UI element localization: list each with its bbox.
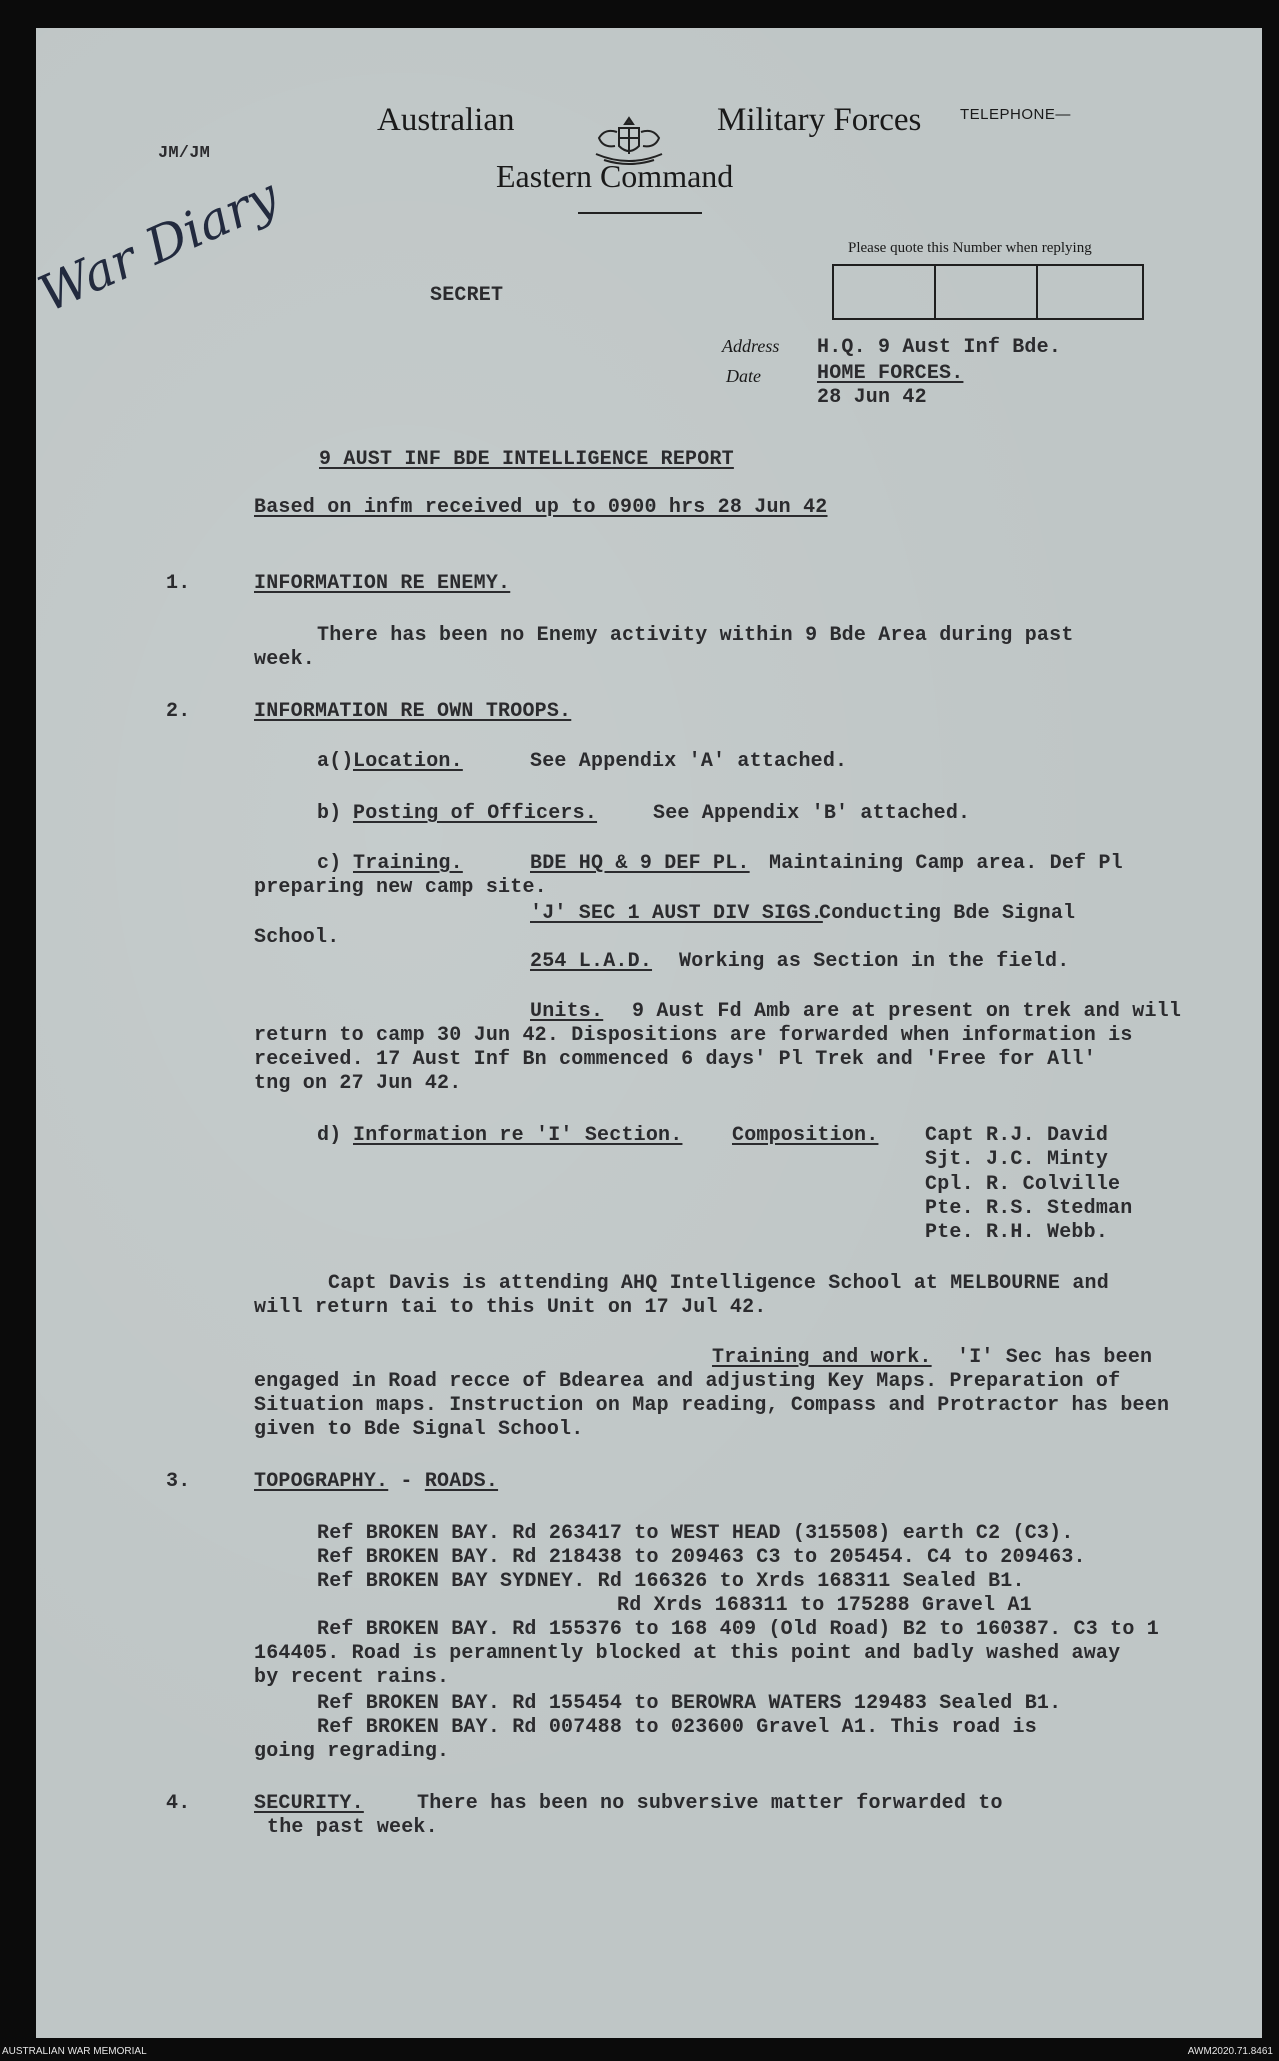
training-text: preparing new camp site. [254,876,547,899]
davis-text: will return tai to this Unit on 17 Jul 42. [254,1296,767,1319]
section-number: 3. [166,1470,191,1493]
address-label: Address [722,336,780,356]
letterhead-rule [578,212,702,214]
address-line-1: H.Q. 9 Aust Inf Bde. [817,336,1062,359]
security-text: the past week. [267,1816,438,1839]
road-line: Ref BROKEN BAY. Rd 007488 to 023600 Gravel A1. This road is [317,1716,1037,1739]
reference-number-cell-divider [934,266,936,318]
item-c-label: Training. [353,852,463,875]
road-line: Ref BROKEN BAY. Rd 155454 to BEROWRA WATERS 129483 Sealed B1. [317,1692,1062,1715]
report-title: 9 AUST INF BDE INTELLIGENCE REPORT [319,448,734,471]
section-heading-security: SECURITY. [254,1792,364,1815]
reference-instruction: Please quote this Number when replying [848,240,1092,256]
item-a-label: Location. [353,750,463,773]
training-text: School. [254,926,340,949]
item-a-prefix: a() [317,750,354,773]
report-date: 28 Jun 42 [817,386,927,409]
davis-text: Capt Davis is attending AHQ Intelligence School at MELBOURNE and [328,1272,1109,1295]
training-work-text: Situation maps. Instruction on Map reading, Compass and Protractor has been [254,1394,1170,1417]
item-d-label: Information re 'I' Section. [353,1124,683,1147]
training-unit: 'J' SEC 1 AUST DIV SIGS. [530,902,823,925]
training-work-text: engaged in Road recce of Bdearea and adjusting Key Maps. Preparation of [254,1370,1121,1393]
road-line: Ref BROKEN BAY. Rd 155376 to 168 409 (Old Road) B2 to 160387. C3 to 1 [317,1618,1159,1641]
heading-separator: - [388,1470,425,1493]
item-c-prefix: c) [317,852,342,875]
section-heading-enemy: INFORMATION RE ENEMY. [254,572,511,595]
security-text: There has been no subversive matter forwarded to [417,1792,1003,1815]
training-unit: 254 L.A.D. [530,950,653,973]
letterhead-subtitle: Eastern Command [496,158,734,194]
section-1-text: week. [254,648,316,671]
handwritten-annotation: War Diary [30,166,287,324]
units-label: Units. [530,1000,604,1023]
item-d-prefix: d) [317,1124,342,1147]
composition-member: Pte. R.S. Stedman [925,1197,1133,1220]
composition-member: Cpl. R. Colville [925,1173,1121,1196]
section-1-text: There has been no Enemy activity within 9 Bde Area during past [317,624,1074,647]
section-heading-topography [254,1470,498,1493]
reference-number-box [832,264,1144,320]
training-work-label: Training and work. [712,1346,932,1369]
footer-accession-number: AWM2020.71.8461 [1187,2046,1273,2057]
training-text: Maintaining Camp area. Def Pl [769,852,1123,875]
road-line: going regrading. [254,1740,450,1763]
address-line-2: HOME FORCES. [817,362,964,385]
training-text: Working as Section in the field. [679,950,1070,973]
footer-source: AUSTRALIAN WAR MEMORIAL [2,2046,147,2057]
section-heading-own-troops: INFORMATION RE OWN TROOPS. [254,700,572,723]
reference-number-cell-divider [1036,266,1038,318]
road-line: Rd Xrds 168311 to 175288 Gravel A1 [617,1594,1032,1617]
units-text: 9 Aust Fd Amb are at present on trek and will [632,1000,1182,1023]
letterhead-title-right: Military Forces [717,102,922,138]
composition-member: Pte. R.H. Webb. [925,1221,1109,1244]
telephone-label: TELEPHONE— [960,106,1071,123]
road-line: Ref BROKEN BAY. Rd 218438 to 209463 C3 to 205454. C4 to 209463. [317,1546,1086,1569]
road-line: by recent rains. [254,1666,450,1689]
road-line: Ref BROKEN BAY. Rd 263417 to WEST HEAD (315508) earth C2 (C3). [317,1522,1074,1545]
item-b-prefix: b) [317,802,342,825]
report-subtitle: Based on infm received up to 0900 hrs 28 Jun 42 [254,496,828,519]
training-work-text: 'I' Sec has been [957,1346,1153,1369]
section-number: 4. [166,1792,191,1815]
road-line: 164405. Road is peramnently blocked at this point and badly washed away [254,1642,1121,1665]
item-b-label: Posting of Officers. [353,802,598,825]
training-work-text: given to Bde Signal School. [254,1418,584,1441]
letterhead-title-left: Australian [377,102,515,138]
training-unit: BDE HQ & 9 DEF PL. [530,852,750,875]
composition-label: Composition. [732,1124,879,1147]
training-text: Conducting Bde Signal [819,902,1076,925]
composition-member: Capt R.J. David [925,1124,1109,1147]
topography-label: TOPOGRAPHY. [254,1470,389,1493]
units-text: return to camp 30 Jun 42. Dispositions are forwarded when information is [254,1024,1133,1047]
units-text: received. 17 Aust Inf Bn commenced 6 days' Pl Trek and 'Free for All' [254,1048,1096,1071]
item-b-text: See Appendix 'B' attached. [653,802,971,825]
roads-label: ROADS. [424,1470,499,1493]
document-page [30,28,1262,2038]
date-label: Date [726,366,761,386]
units-text: tng on 27 Jun 42. [254,1072,462,1095]
reference-initials: JM/JM [158,144,211,163]
section-number: 2. [166,700,191,723]
road-line: Ref BROKEN BAY SYDNEY. Rd 166326 to Xrds 168311 Sealed B1. [317,1570,1025,1593]
classification-marking: SECRET [430,284,504,307]
composition-member: Sjt. J.C. Minty [925,1148,1109,1171]
item-a-text: See Appendix 'A' attached. [530,750,848,773]
section-number: 1. [166,572,191,595]
